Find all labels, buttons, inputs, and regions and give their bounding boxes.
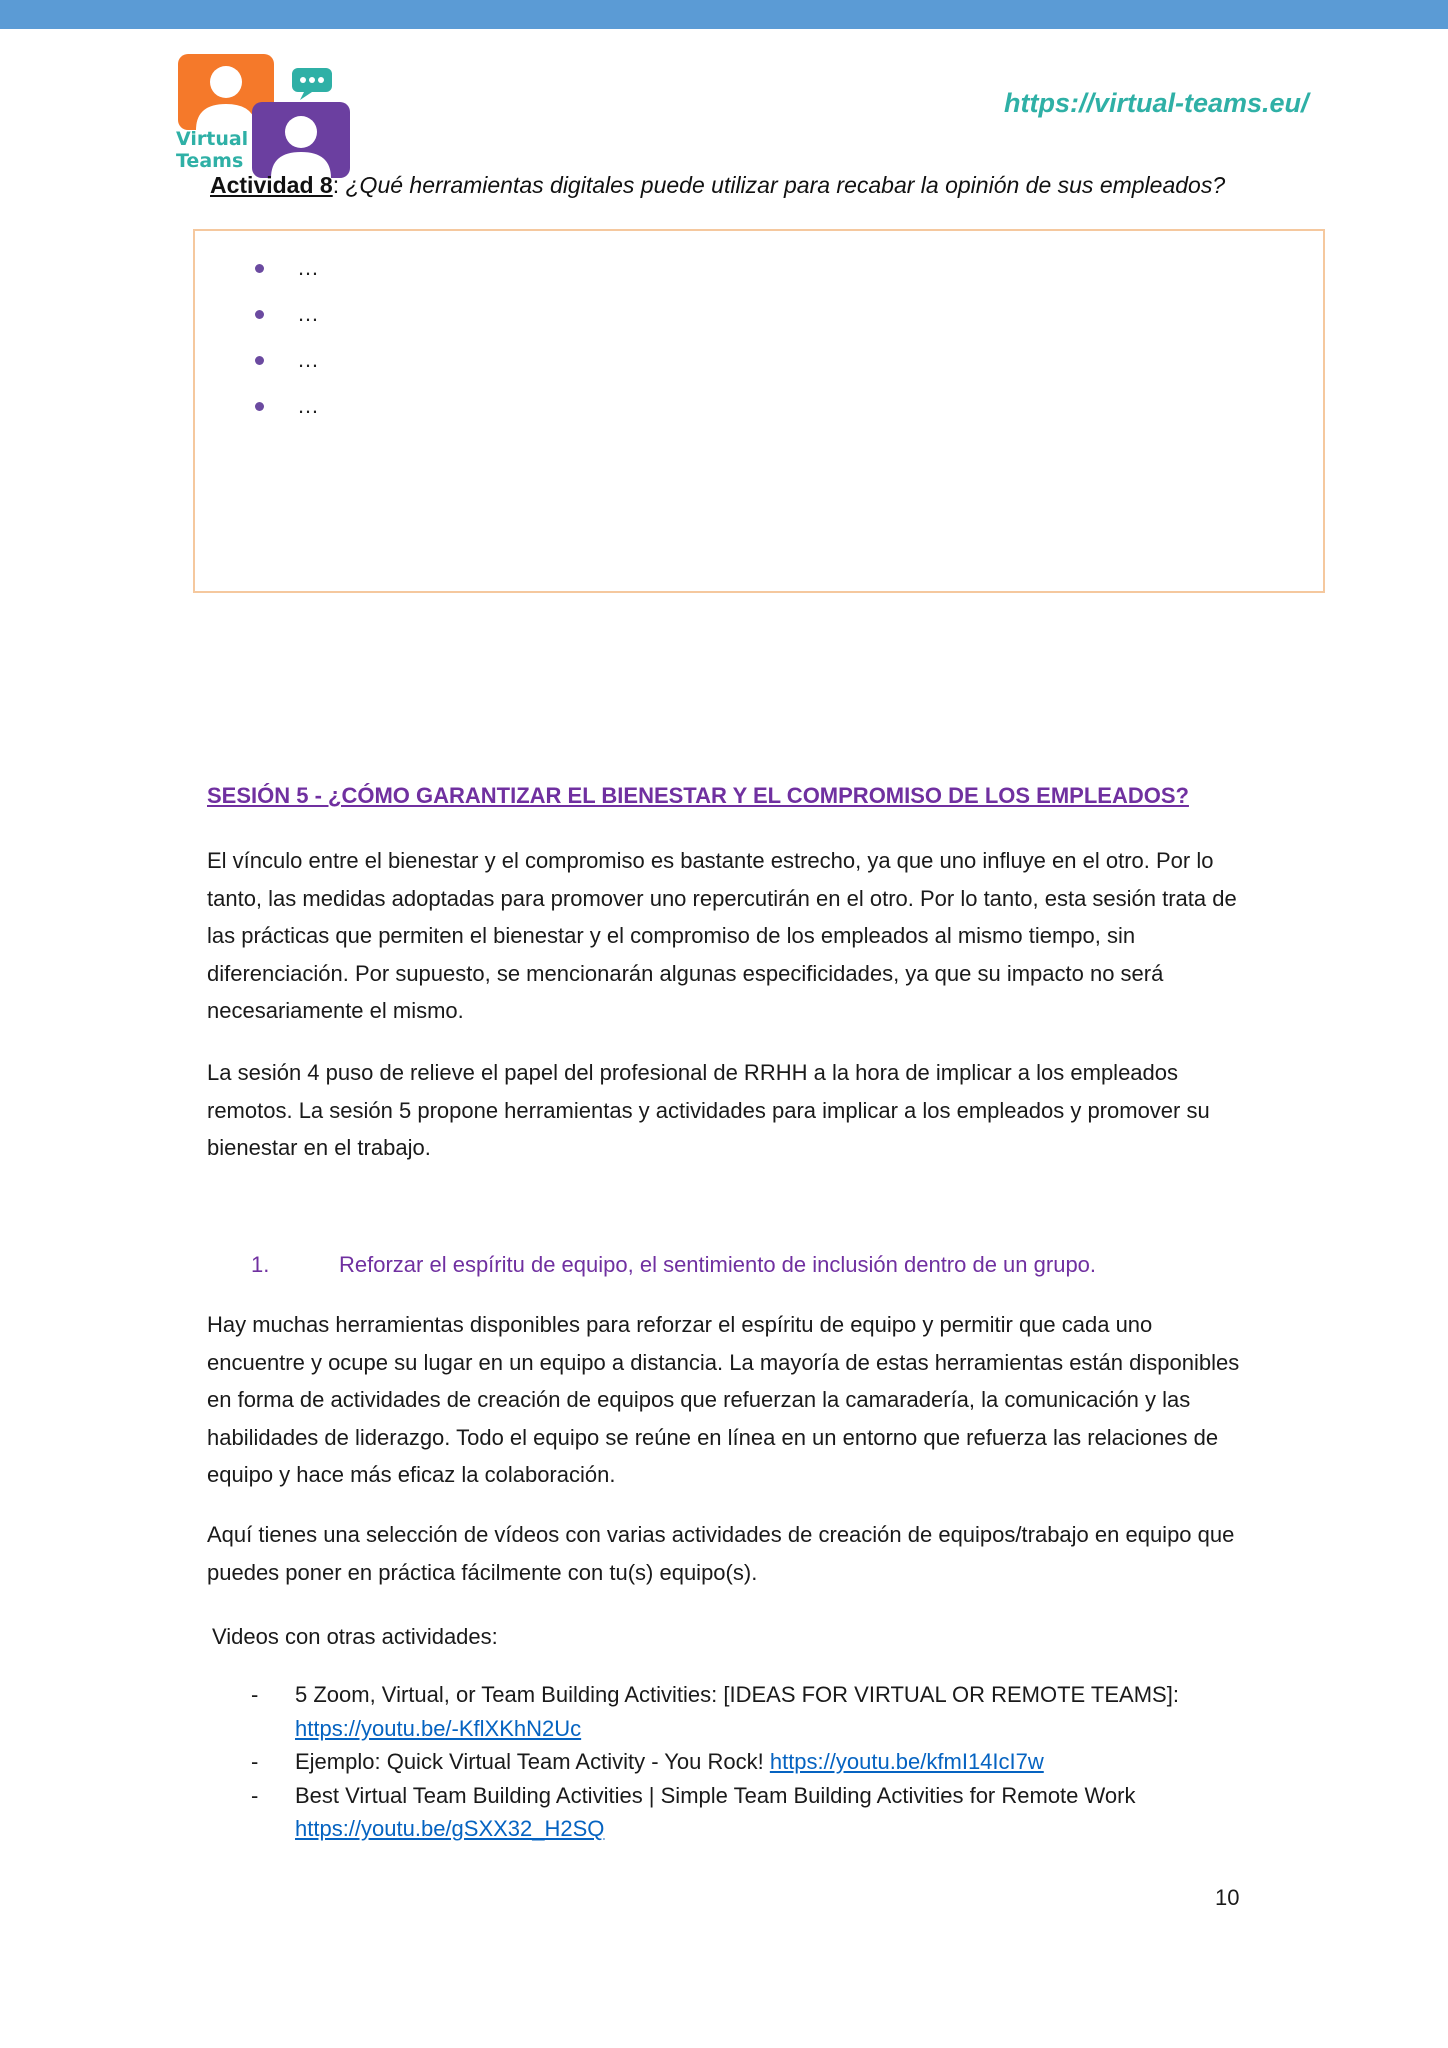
activity-question: ¿Qué herramientas digitales puede utilizar para recabar la opinión de sus empleados? (345, 172, 1226, 198)
section-title: SESIÓN 5 - ¿CÓMO GARANTIZAR EL BIENESTAR Y EL COMPROMISO DE LOS EMPLEADOS? (207, 783, 1189, 808)
bullet-dot-icon (255, 402, 264, 411)
answer-box[interactable] (193, 229, 1325, 593)
video-list (251, 1678, 1251, 1846)
video-title: Ejemplo: Quick Virtual Team Activity - You Rock! (295, 1749, 770, 1774)
logo-wordmark (176, 128, 248, 172)
subheading-number: 1. (251, 1252, 270, 1277)
answer-bullet-text: … (297, 347, 319, 372)
page-number: 10 (1215, 1885, 1240, 1910)
video-title: Best Virtual Team Building Activities | Simple Team Building Activities for Remote Work (295, 1782, 1136, 1808)
answer-bullet-text: … (297, 255, 319, 280)
video-link[interactable]: https://youtu.be/kfmI14IcI7w (769, 1749, 1044, 1774)
site-url-link[interactable]: https://virtual-teams.eu/ (1004, 88, 1309, 118)
activity-label: Actividad 8 (210, 172, 333, 198)
subheading-text: Reforzar el espíritu de equipo, el sentimiento de inclusión dentro de un grupo. (339, 1252, 1097, 1277)
answer-bullet (255, 337, 319, 383)
answer-bullet (255, 291, 319, 337)
dash-bullet: - (251, 1682, 259, 1707)
video-title: 5 Zoom, Virtual, or Team Building Activities: [IDEAS FOR VIRTUAL OR REMOTE TEAMS]: (295, 1682, 1179, 1707)
video-link[interactable]: https://youtu.be/-KflXKhN2Uc (295, 1715, 582, 1741)
bullet-dot-icon (255, 264, 264, 273)
bullet-dot-icon (255, 310, 264, 319)
paragraph-team-tools: Hay muchas herramientas disponibles para reforzar el espíritu de equipo y permitir que cada uno encuentre y ocupe su lugar en un equipo a distancia. La mayoría de estas herramientas están disponibles en forma de actividades de creación de equipos que refuerzan la camaradería, la comunicación y las habilidades de liderazgo. Todo el equipo se reúne en línea en un entorno que refuerza las relaciones de equipo y hace más eficaz la colaboración. (207, 1312, 1240, 1487)
paragraph-video-selection: Aquí tienes una selección de vídeos con varias actividades de creación de equipos/trabajo en equipo que puedes poner en práctica fácilmente con tu(s) equipo(s). (207, 1522, 1235, 1585)
subheading-team-spirit (251, 1252, 1096, 1278)
video-item (251, 1678, 1251, 1745)
video-item (251, 1779, 1251, 1846)
dash-bullet: - (251, 1749, 259, 1774)
paragraph-wellbeing-engagement: El vínculo entre el bienestar y el compromiso es bastante estrecho, ya que uno influye en el otro. Por lo tanto, las medidas adoptadas para promover uno repercutirán en el otro. Por lo tanto, esta sesión trata de las prácticas que permiten el bienestar y el compromiso de los empleados al mismo tiempo, sin diferenciación. Por supuesto, se mencionarán algunas especificidades, ya que su impacto no será necesariamente el mismo. (207, 848, 1237, 1023)
bullet-dot-icon (255, 356, 264, 365)
answer-bullet (255, 383, 319, 429)
logo-line-2: Teams (176, 150, 244, 172)
answer-bullet-text: … (297, 393, 319, 418)
answer-bullet-list (255, 245, 319, 429)
activity-heading (210, 172, 1225, 199)
video-link[interactable]: https://youtu.be/gSXX32_H2SQ (295, 1816, 605, 1841)
answer-bullet-text: … (297, 301, 319, 326)
video-item (251, 1745, 1251, 1779)
logo-line-1: Virtual (176, 128, 249, 150)
videos-intro: Videos con otras actividades: (212, 1624, 498, 1649)
activity-separator: : (332, 172, 346, 198)
dash-bullet: - (251, 1782, 259, 1808)
answer-bullet (255, 245, 319, 291)
top-color-bar (0, 0, 1448, 29)
paragraph-session-overview: La sesión 4 puso de relieve el papel del profesional de RRHH a la hora de implicar a los empleados remotos. La sesión 5 propone herramientas y actividades para implicar a los empleados y promover su bienestar en el trabajo. (207, 1060, 1210, 1160)
